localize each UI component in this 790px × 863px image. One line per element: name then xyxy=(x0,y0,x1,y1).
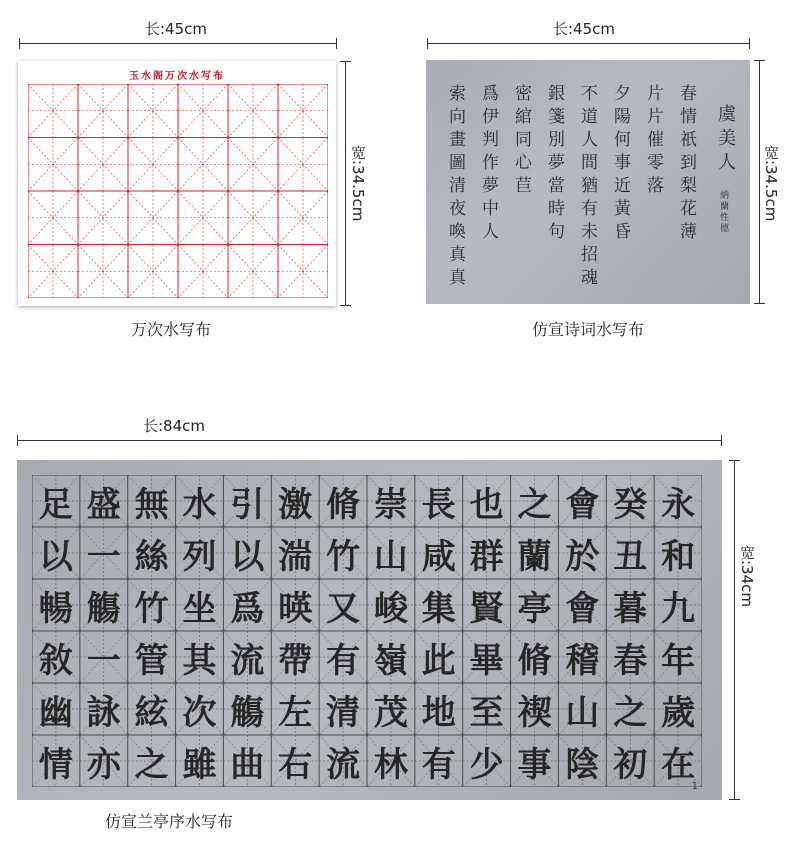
calligraphy-character: 其 xyxy=(182,640,217,681)
height-label: 宽:34.5cm xyxy=(762,145,780,222)
calligraphy-character: 盛 xyxy=(86,484,121,525)
poem-line: 密綰同心苣 xyxy=(511,84,531,199)
calligraphy-character: 初 xyxy=(613,744,648,785)
calligraphy-character: 丑 xyxy=(613,536,648,577)
product-caption: 仿宣兰亭序水写布 xyxy=(105,812,234,831)
calligraphy-character: 一 xyxy=(86,536,121,577)
calligraphy-character: 絃 xyxy=(134,692,169,733)
calligraphy-character: 亭 xyxy=(517,588,552,629)
calligraphy-character: 禊 xyxy=(517,692,552,733)
calligraphy-character: 有 xyxy=(326,640,361,681)
calligraphy-character: 之 xyxy=(613,692,648,733)
calligraphy-character: 觴 xyxy=(230,692,265,733)
width-label: 长:84cm xyxy=(143,417,205,435)
calligraphy-character: 引 xyxy=(230,484,265,525)
calligraphy-character: 地 xyxy=(421,692,456,733)
calligraphy-character: 雖 xyxy=(182,744,217,785)
calligraphy-character: 竹 xyxy=(326,536,361,577)
poem-author: 納蘭性德 xyxy=(718,190,728,234)
calligraphy-character: 無 xyxy=(134,484,169,525)
calligraphy-character: 湍 xyxy=(278,536,313,577)
calligraphy-character: 詠 xyxy=(86,692,121,733)
calligraphy-character: 竹 xyxy=(134,588,169,629)
calligraphy-character: 右 xyxy=(278,744,313,785)
calligraphy-character: 會 xyxy=(565,588,600,629)
calligraphy-character: 長 xyxy=(421,484,456,525)
calligraphy-character: 足 xyxy=(38,484,73,525)
calligraphy-character: 列 xyxy=(182,536,217,577)
calligraphy-character: 次 xyxy=(182,692,217,733)
width-label: 长:45cm xyxy=(145,20,207,38)
calligraphy-character: 帶 xyxy=(278,640,313,681)
calligraphy-character: 清 xyxy=(326,692,361,733)
poem-line: 爲伊判作夢中人 xyxy=(478,84,498,245)
corner-mark: 1 xyxy=(691,781,698,792)
calligraphy-character: 集 xyxy=(421,588,456,629)
product-caption: 仿宣诗词水写布 xyxy=(532,320,645,339)
poem-line: 不道人間猶有未招魂 xyxy=(577,84,597,291)
calligraphy-character: 咸 xyxy=(421,536,456,577)
calligraphy-character: 陰 xyxy=(565,744,600,785)
calligraphy-character: 流 xyxy=(230,640,265,681)
calligraphy-character: 暎 xyxy=(278,588,313,629)
calligraphy-character: 坐 xyxy=(182,588,217,629)
calligraphy-character: 敘 xyxy=(38,640,73,681)
poem-line: 春情祇到梨花薄 xyxy=(676,84,696,245)
calligraphy-character: 九 xyxy=(661,588,696,629)
calligraphy-character: 脩 xyxy=(517,640,552,681)
calligraphy-character: 至 xyxy=(469,692,504,733)
calligraphy-character: 以 xyxy=(230,536,265,577)
calligraphy-character: 暢 xyxy=(38,588,73,629)
calligraphy-character: 山 xyxy=(373,536,408,577)
brand-label: 玉水阁万次水写布 xyxy=(129,71,225,82)
red-mi-grid xyxy=(28,84,328,298)
poem-title: 虞美人 xyxy=(715,104,736,176)
product-caption: 万次水写布 xyxy=(131,320,212,339)
calligraphy-character: 亦 xyxy=(86,744,121,785)
calligraphy-character: 於 xyxy=(565,536,600,577)
poem-line: 片片催零落 xyxy=(643,84,663,199)
calligraphy-character: 稽 xyxy=(565,640,600,681)
calligraphy-character: 有 xyxy=(421,744,456,785)
poem-line: 夕陽何事近黃昏 xyxy=(610,84,630,245)
calligraphy-character: 少 xyxy=(469,744,504,785)
calligraphy-character: 之 xyxy=(517,484,552,525)
calligraphy-character: 會 xyxy=(565,484,600,525)
calligraphy-character: 一 xyxy=(86,640,121,681)
calligraphy-character: 歲 xyxy=(661,692,696,733)
calligraphy-character: 畢 xyxy=(469,640,504,681)
calligraphy-character: 之 xyxy=(134,744,169,785)
calligraphy-character: 年 xyxy=(661,640,696,681)
calligraphy-character: 癸 xyxy=(613,484,648,525)
poem-line: 銀箋別夢當時句 xyxy=(544,84,564,245)
calligraphy-character: 水 xyxy=(182,484,217,525)
calligraphy-character: 山 xyxy=(565,692,600,733)
calligraphy-character: 情 xyxy=(38,744,73,785)
calligraphy-character: 群 xyxy=(469,536,504,577)
height-label: 宽:34cm xyxy=(738,545,756,607)
lanting-writing-cloth xyxy=(17,460,722,800)
calligraphy-character: 也 xyxy=(469,484,504,525)
calligraphy-character: 左 xyxy=(278,692,313,733)
calligraphy-character: 春 xyxy=(613,640,648,681)
calligraphy-character: 永 xyxy=(661,484,696,525)
calligraphy-character: 又 xyxy=(326,588,361,629)
calligraphy-character: 和 xyxy=(661,536,696,577)
red-grid-writing-cloth xyxy=(18,61,336,306)
calligraphy-character: 流 xyxy=(326,744,361,785)
calligraphy-character: 峻 xyxy=(373,588,408,629)
height-label: 宽:34.5cm xyxy=(349,145,367,222)
calligraphy-character: 幽 xyxy=(38,692,73,733)
calligraphy-character: 脩 xyxy=(326,484,361,525)
calligraphy-character: 以 xyxy=(38,536,73,577)
calligraphy-character: 事 xyxy=(517,744,552,785)
calligraphy-character: 曲 xyxy=(230,744,265,785)
calligraphy-character: 嶺 xyxy=(373,640,408,681)
calligraphy-character: 暮 xyxy=(613,588,648,629)
calligraphy-character: 爲 xyxy=(230,588,265,629)
calligraphy-character: 觴 xyxy=(86,588,121,629)
calligraphy-character: 絲 xyxy=(134,536,169,577)
calligraphy-character: 林 xyxy=(373,744,408,785)
calligraphy-character: 蘭 xyxy=(517,536,552,577)
calligraphy-character: 管 xyxy=(134,640,169,681)
width-label: 长:45cm xyxy=(553,20,615,38)
poem-line: 索向畫圖清夜喚真真 xyxy=(445,84,465,291)
calligraphy-character: 激 xyxy=(278,484,313,525)
calligraphy-character: 茂 xyxy=(373,692,408,733)
calligraphy-character: 賢 xyxy=(469,588,504,629)
poem-writing-cloth xyxy=(426,60,750,304)
calligraphy-character: 在 xyxy=(661,744,696,785)
calligraphy-character: 此 xyxy=(421,640,456,681)
calligraphy-character: 崇 xyxy=(373,484,408,525)
